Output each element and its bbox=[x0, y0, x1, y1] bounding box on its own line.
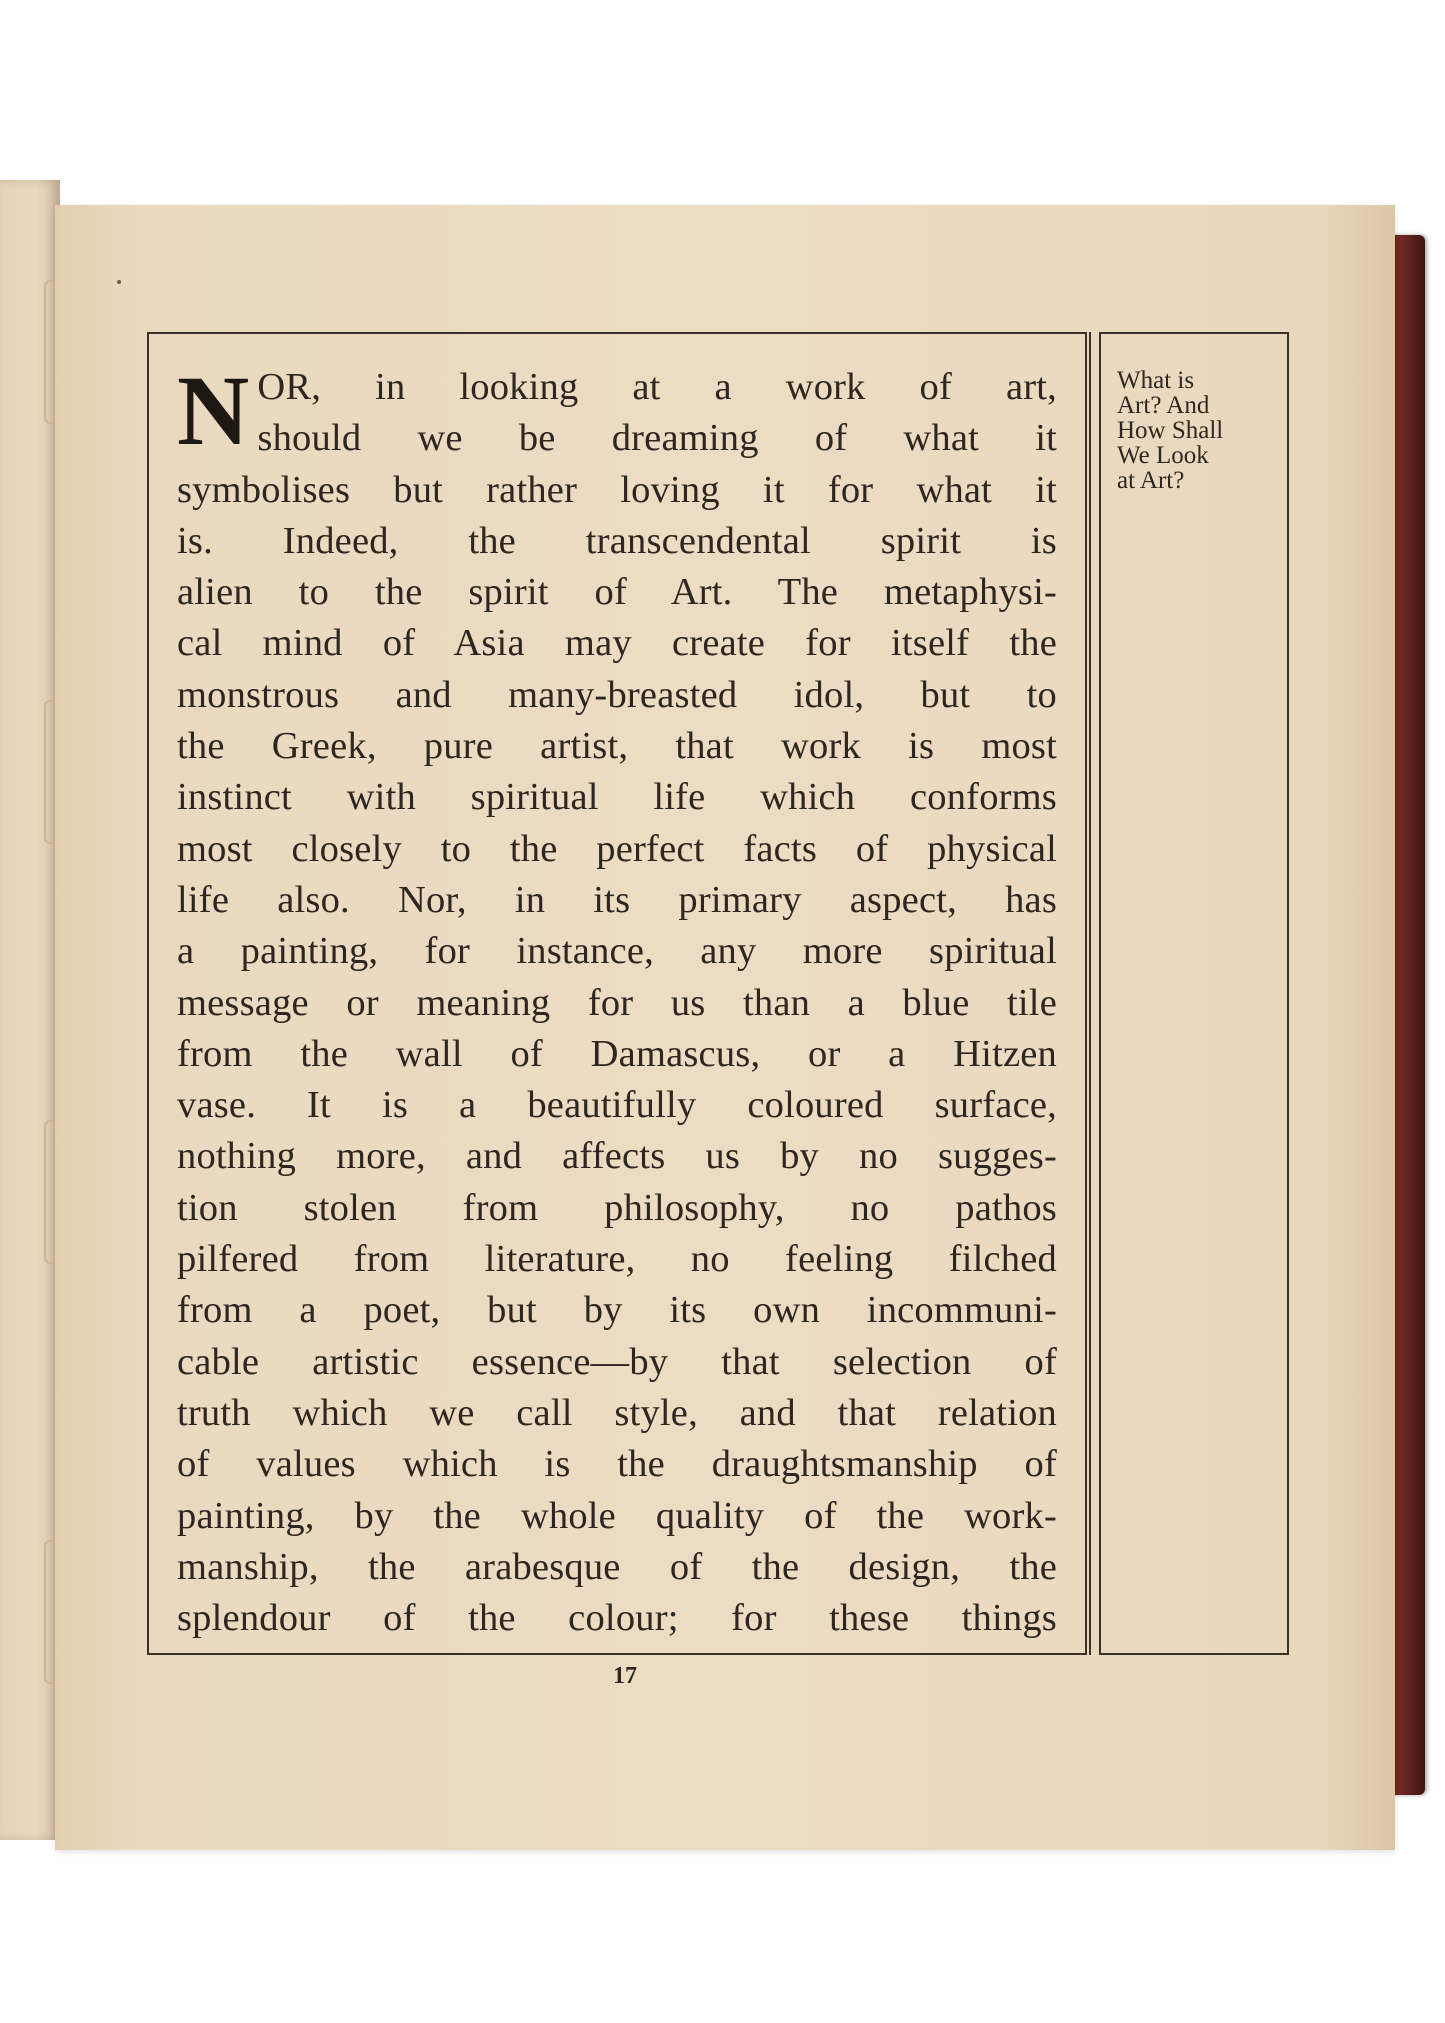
side-note-line: How Shall bbox=[1117, 417, 1224, 444]
text-line: message or meaning for us than a blue tile bbox=[177, 981, 1057, 1024]
text-line: life also. Nor, in its primary aspect, has bbox=[177, 878, 1057, 921]
text-line: tion stolen from philosophy, no pathos bbox=[177, 1186, 1057, 1229]
paper-speck bbox=[117, 280, 121, 284]
text-line: from the wall of Damascus, or a Hitzen bbox=[177, 1032, 1057, 1075]
text-line: instinct with spiritual life which conforms bbox=[177, 776, 1057, 819]
main-text bbox=[177, 355, 1057, 1644]
side-note-line: We Look bbox=[1117, 442, 1209, 469]
page-number: 17 bbox=[613, 1663, 637, 1689]
side-note-frame bbox=[1099, 332, 1289, 1655]
text-line: is. Indeed, the transcendental spirit is bbox=[177, 519, 1057, 562]
text-line: painting, by the whole quality of the work- bbox=[177, 1494, 1057, 1537]
text-line: of values which is the draughtsmanship of bbox=[177, 1443, 1057, 1486]
text-line: monstrous and many-breasted idol, but to bbox=[177, 673, 1057, 716]
text-line: OR, in looking at a work of art, bbox=[257, 366, 1057, 408]
text-line: splendour of the colour; for these things bbox=[177, 1597, 1057, 1640]
text-line: most closely to the perfect facts of physical bbox=[177, 827, 1057, 870]
binding-stitch bbox=[44, 700, 54, 844]
side-note-line: Art? And bbox=[1117, 392, 1210, 419]
text-line: alien to the spirit of Art. The metaphysi- bbox=[177, 571, 1057, 614]
text-line: vase. It is a beautifully coloured surface, bbox=[177, 1084, 1057, 1127]
facing-page-edge bbox=[0, 180, 60, 1840]
text-line: nothing more, and affects us by no sugges- bbox=[177, 1135, 1057, 1178]
main-text-frame bbox=[147, 332, 1087, 1655]
text-line: the Greek, pure artist, that work is most bbox=[177, 725, 1057, 768]
side-note-line: What is bbox=[1117, 367, 1195, 394]
binding-stitch bbox=[44, 1540, 54, 1684]
text-line: truth which we call style, and that relation bbox=[177, 1391, 1057, 1434]
binding-stitch bbox=[44, 280, 54, 424]
binding-stitch bbox=[44, 1120, 54, 1264]
text-line: should we be dreaming of what it bbox=[257, 417, 1057, 460]
side-note-title bbox=[1117, 368, 1287, 493]
text-line: symbolises but rather loving it for what it bbox=[177, 468, 1057, 511]
text-line: pilfered from literature, no feeling filched bbox=[177, 1238, 1057, 1281]
text-line: from a poet, but by its own incommuni- bbox=[177, 1289, 1057, 1332]
drop-cap: N bbox=[177, 355, 250, 466]
side-note-line: at Art? bbox=[1117, 467, 1185, 494]
text-line: cal mind of Asia may create for itself the bbox=[177, 622, 1057, 665]
book-page bbox=[55, 205, 1395, 1850]
text-line: a painting, for instance, any more spiritual bbox=[177, 930, 1057, 973]
text-line: cable artistic essence—by that selection of bbox=[177, 1340, 1057, 1383]
text-line: manship, the arabesque of the design, the bbox=[177, 1545, 1057, 1588]
